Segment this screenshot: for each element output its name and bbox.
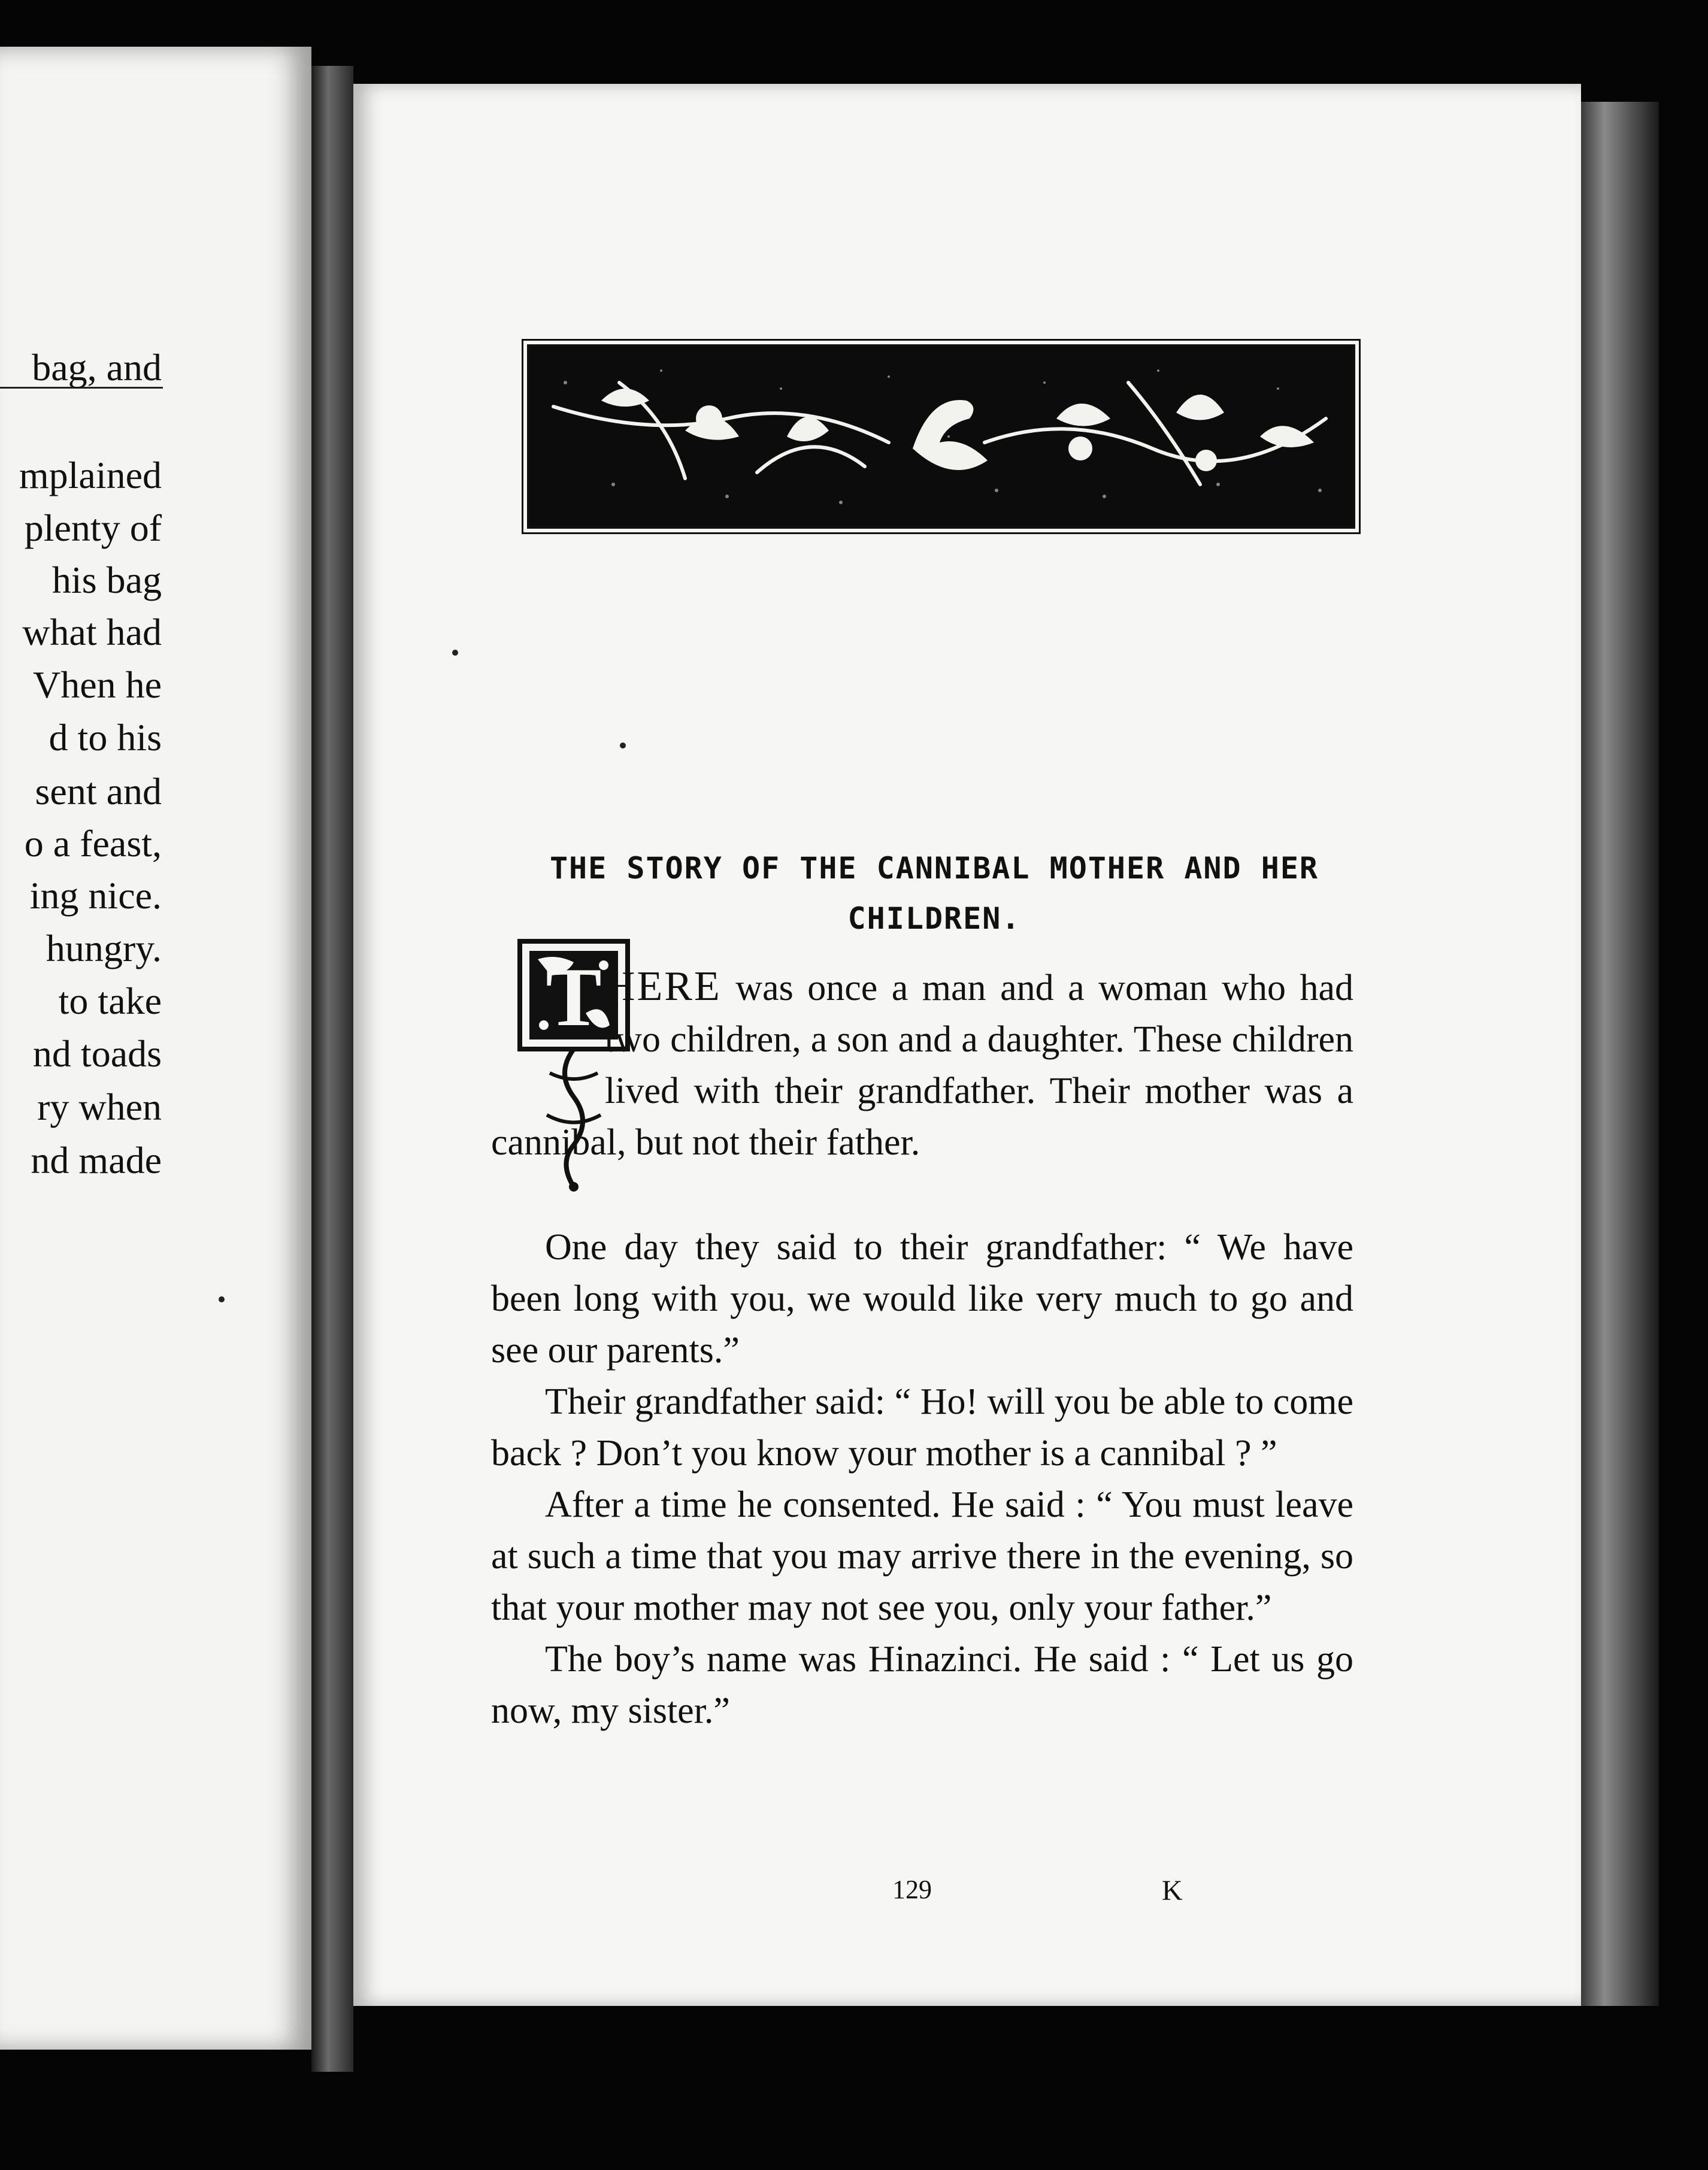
left-page-line: Vhen he xyxy=(32,663,162,706)
paper-speck xyxy=(452,650,458,656)
left-page-line: nd toads xyxy=(32,1032,162,1075)
drop-cap-space xyxy=(491,961,599,1117)
signature-mark: K xyxy=(1162,1875,1183,1907)
left-page xyxy=(0,47,311,2050)
left-page-line: o a feast, xyxy=(24,822,162,865)
paper-speck xyxy=(219,1296,225,1302)
left-page-line: nd made xyxy=(31,1139,162,1181)
left-page-line: his bag xyxy=(52,559,162,601)
paragraph: The boy’s name was Hinazinci. He said : “ Let us go now, my sister.” xyxy=(491,1639,1353,1731)
left-page-line: sent and xyxy=(35,770,162,813)
paragraph: One day they said to their grandfather: “ We have been long with you, we would like very much to go and see our parents.” xyxy=(491,1227,1353,1371)
page-number: 129 xyxy=(892,1875,932,1904)
left-page-line: d to his xyxy=(49,716,162,759)
decorative-headpiece xyxy=(527,344,1355,529)
left-page-line: ry when xyxy=(37,1086,162,1128)
left-page-line: ing nice. xyxy=(29,874,162,917)
left-page-line: plenty of xyxy=(24,507,162,549)
left-page-line: bag, and xyxy=(32,346,162,389)
left-page-line: to take xyxy=(58,980,162,1022)
first-paragraph xyxy=(491,961,1353,1168)
drop-cap-letter: T xyxy=(546,951,602,1044)
first-paragraph-text: was once a man and a woman who had two children, a son and a daughter. These children lived with their grandfather. Their mother was a cannibal, but not their father. xyxy=(491,968,1353,1163)
left-page-line: hungry. xyxy=(46,927,162,969)
page-edge xyxy=(1581,102,1659,2006)
book-gutter xyxy=(311,66,353,2072)
left-page-line: what had xyxy=(22,611,162,653)
left-page-line: mplained xyxy=(19,454,162,496)
story-title-line-1: THE STORY OF THE CANNIBAL MOTHER AND HER xyxy=(549,851,1319,886)
paragraph: After a time he consented. He said : “ You must leave at such a time that you may arrive there in the evening, so that your mother may not see you, only your father.” xyxy=(491,1484,1353,1628)
story-title-line-2: CHILDREN. xyxy=(847,901,1021,936)
paper-speck xyxy=(620,742,626,748)
story-body xyxy=(491,1222,1353,1736)
story-title xyxy=(515,843,1353,944)
first-paragraph-lead: HERE xyxy=(605,963,722,1010)
paragraph: Their grandfather said: “ Ho! will you be able to come back ? Don’t you know your mother is a cannibal ? ” xyxy=(491,1381,1353,1474)
